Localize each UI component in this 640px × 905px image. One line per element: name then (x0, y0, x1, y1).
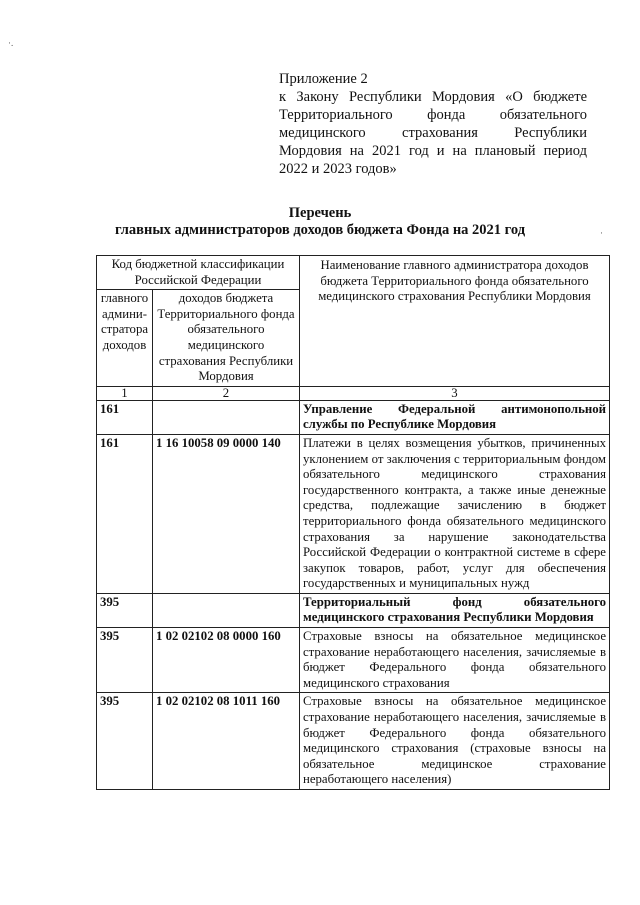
administrators-table (96, 255, 610, 790)
name-cell: Страховые взносы на обязательное медицинское страхование неработающего населения, зачисляемые в бюджет Федерального фонда обязательного медицинского страхования (300, 628, 610, 693)
admin-code-cell: 395 (97, 593, 153, 627)
budget-code-cell: 1 16 10058 09 0000 140 (153, 434, 300, 593)
column-number: 2 (153, 386, 300, 400)
appendix-line: Приложение 2 (279, 71, 368, 87)
header-code-group: Код бюджетной классификации Российской Федерации (97, 256, 300, 290)
table-row (97, 400, 610, 434)
scan-mark-left: ·. (8, 38, 14, 48)
header-name-column: Наименование главного администратора доходов бюджета Территориального фонда обязательного медицинского страхования Республики Мордовия (300, 256, 610, 387)
header-income-column: доходов бюджета Территориального фонда обязательного медицинского страхования Республики Мордовия (153, 290, 300, 387)
name-cell: Страховые взносы на обязательное медицинское страхование неработающего населения, зачисляемые в бюджет Федерального фонда обязательного медицинского страхования (страховые взносы на обязательное медицинское страхование неработающего населения) (300, 693, 610, 790)
admin-code-cell: 161 (97, 400, 153, 434)
scan-mark-right: · (600, 228, 603, 238)
column-number: 1 (97, 386, 153, 400)
budget-code-cell (153, 593, 300, 627)
column-number: 3 (300, 386, 610, 400)
table-row (97, 628, 610, 693)
admin-code-cell: 161 (97, 434, 153, 593)
table-row (97, 693, 610, 790)
appendix-header (279, 70, 587, 178)
appendix-line: к Закону Республики Мордовия «О бюджете (279, 89, 587, 105)
budget-code-cell: 1 02 02102 08 0000 160 (153, 628, 300, 693)
appendix-line: 2022 и 2023 годов» (279, 161, 397, 177)
table-row (97, 434, 610, 593)
name-cell: Территориальный фонд обязательного медицинского страхования Республики Мордовия (300, 593, 610, 627)
admin-code-cell: 395 (97, 628, 153, 693)
budget-code-cell (153, 400, 300, 434)
name-cell: Управление Федеральной антимонопольной службы по Республике Мордовия (300, 400, 610, 434)
document-subtitle: главных администраторов доходов бюджета Фонда на 2021 год (114, 222, 526, 238)
document-title: Перечень (288, 205, 352, 221)
header-admin-column: главного админи-стратора доходов (97, 290, 153, 387)
admin-code-cell: 395 (97, 693, 153, 790)
appendix-line: медицинского страхования Республики (279, 125, 587, 141)
table-row (97, 593, 610, 627)
appendix-line: Территориального фонда обязательного (279, 107, 587, 123)
name-cell: Платежи в целях возмещения убытков, причиненных уклонением от заключения с территориальным фондом обязательного медицинского страхования государственного контракта, а также иные денежные средства, подлежащие зачислению в бюджет территориального фонда обязательного медицинского страхования за нарушение законодательства Российской Федерации о контрактной системе в сфере закупок товаров, работ, услуг для обеспечения государственных и муниципальных нужд (300, 434, 610, 593)
appendix-line: Мордовия на 2021 год и на плановый период (279, 143, 587, 159)
budget-code-cell: 1 02 02102 08 1011 160 (153, 693, 300, 790)
